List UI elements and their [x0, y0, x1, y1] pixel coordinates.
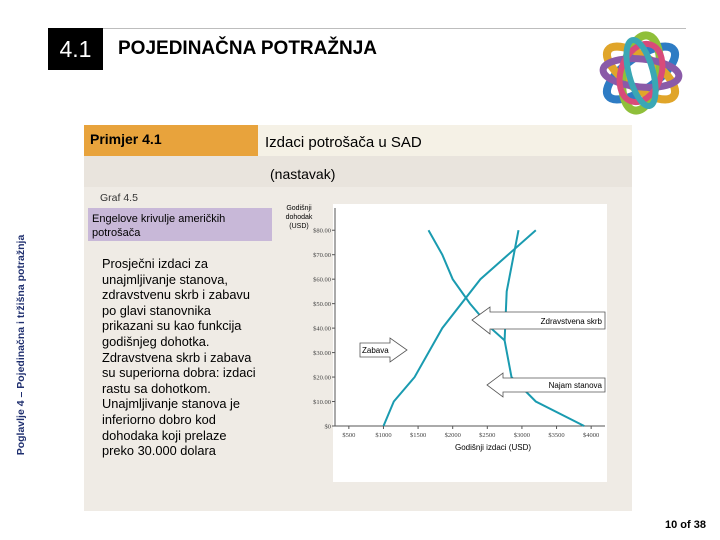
section-number: 4.1 — [59, 35, 92, 62]
y-axis-label-line: Godišnji — [286, 205, 312, 212]
x-axis-label: Godišnji izdaci (USD) — [454, 443, 532, 452]
body-text: Prosječni izdaci za unajmljivanje stanova, zdravstvenu skrb i zabavu po glavi stanovnika prikazani su kao funkcija godišnjeg dohotka. Zdravstvena skrb i zabava su superiorna dobra: izdaci rastu sa dohotkom. Unajmljivanje stanova je inferiorno dobro kod dohodaka koji prelaze preko 30.000 dolara — [102, 256, 256, 459]
header-rule — [48, 28, 686, 29]
x-tick-label: $3500 — [548, 432, 565, 439]
x-tick-label: $1000 — [375, 432, 392, 439]
najam-stanova-label: Najam stanova — [548, 381, 602, 390]
y-tick-label: $40.00 — [313, 325, 331, 333]
y-tick-label: $20.00 — [313, 374, 331, 382]
y-axis-label-line: dohodak — [285, 214, 313, 221]
example-tab-label: Primjer 4.1 — [90, 131, 162, 147]
example-title-bar — [258, 125, 632, 156]
x-tick-label: $4000 — [583, 432, 600, 439]
y-tick-label: $0 — [324, 423, 331, 431]
example-subtitle-bar — [84, 156, 632, 187]
y-axis-label-line: (USD) — [289, 223, 309, 230]
x-tick-label: $3000 — [513, 432, 531, 439]
y-tick-label: $30.00 — [313, 350, 331, 358]
graph-label: Graf 4.5 — [100, 192, 138, 204]
page-number: 10 of 38 — [665, 519, 706, 531]
zdravstvena-skrb-label: Zdravstvena skrb — [540, 317, 602, 326]
y-tick-label: $70.00 — [313, 252, 331, 260]
x-tick-label: $2500 — [479, 432, 496, 439]
chapter-title: POJEDINAČNA POTRAŽNJA — [118, 38, 377, 59]
section-number-badge — [48, 28, 103, 70]
chapter-side-label: Poglavlje 4 – Pojedinačna i tržišna potražnja — [15, 234, 27, 456]
rings-logo-icon — [585, 30, 697, 116]
x-tick-label: $2000 — [444, 432, 461, 439]
x-tick-label: $1500 — [409, 432, 427, 439]
example-title: Izdaci potrošača u SAD — [265, 134, 422, 151]
graph-caption-box — [88, 208, 272, 241]
y-tick-label: $50.00 — [313, 301, 331, 309]
graph-caption: Engelove krivulje američkih potrošača — [92, 213, 226, 239]
zabava-label: Zabava — [362, 346, 389, 355]
example-subtitle: (nastavak) — [270, 166, 336, 182]
y-tick-label: $80.00 — [313, 227, 331, 235]
x-tick-label: $500 — [342, 432, 356, 439]
y-tick-label: $10.00 — [313, 399, 331, 407]
example-tab — [84, 125, 258, 156]
y-tick-label: $60.00 — [313, 276, 331, 284]
engel-curves-chart — [275, 202, 609, 484]
